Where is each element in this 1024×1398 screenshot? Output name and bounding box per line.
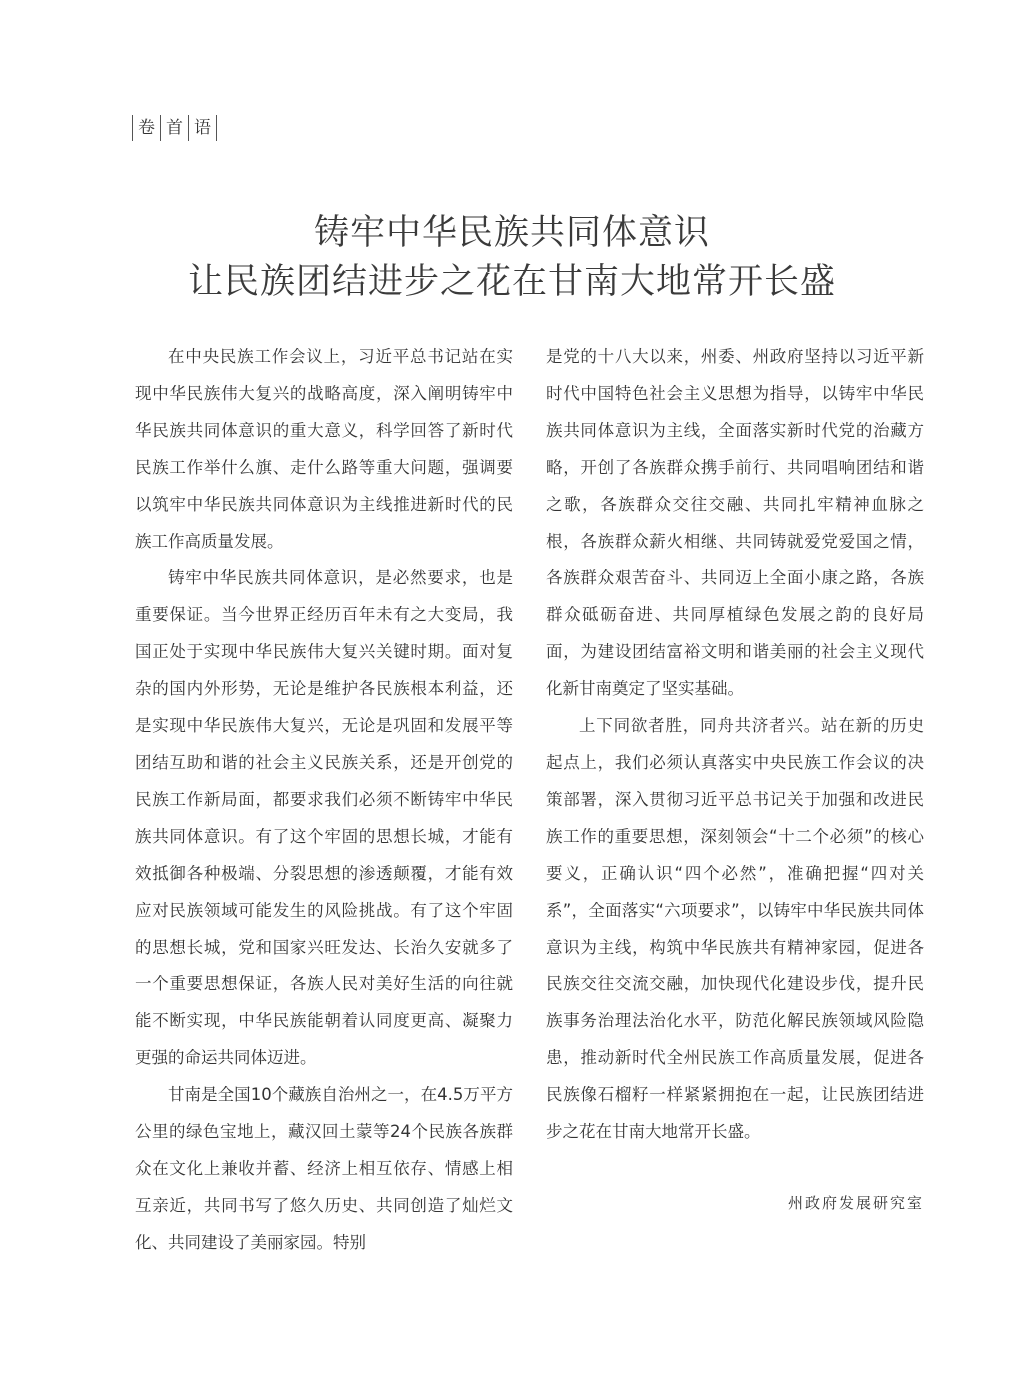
page-title-line-1: 铸牢中华民族共同体意识 (313, 213, 710, 253)
section-tag-char: 语 (194, 118, 211, 138)
paragraph: 在中央民族工作会议上，习近平总书记站在实现中华民族伟大复兴的战略高度，深入阐明铸牢中华民族共同体意识的重大意义，科学回答了新时代民族工作举什么旗、走什么路等重大问题，强调要以筑牢中华民族共同体意识为主线推进新时代的民族工作高质量发展。 (135, 347, 513, 551)
page-title-line-2: 让民族团结进步之花在甘南大地常开长盛 (187, 262, 836, 302)
section-tag-char: 卷 (138, 118, 155, 138)
body-column-left (135, 339, 513, 1262)
section-tag-char: 首 (166, 118, 183, 138)
author-signature: 州政府发展研究室 (787, 1194, 924, 1212)
paragraph: 甘南是全国10个藏族自治州之一，在4.5万平方公里的绿色宝地上，藏汉回土蒙等24个民族各族群众在文化上兼收并蓄、经济上相互依存、情感上相互亲近，共同书写了悠久历史、共同创造了灿烂文化、共同建设了美丽家园。特别 (135, 1085, 513, 1252)
section-tag (132, 113, 217, 143)
paragraph: 铸牢中华民族共同体意识，是必然要求，也是重要保证。当今世界正经历百年未有之大变局，我国正处于实现中华民族伟大复兴关键时期。面对复杂的国内外形势，无论是维护各民族根本利益，还是实现中华民族伟大复兴，无论是巩固和发展平等团结互助和谐的社会主义民族关系，还是开创党的民族工作新局面，都要求我们必须不断铸牢中华民族共同体意识。有了这个牢固的思想长城，才能有效抵御各种极端、分裂思想的渗透颠覆，才能有效应对民族领域可能发生的风险挑战。有了这个牢固的思想长城，党和国家兴旺发达、长治久安就多了一个重要思想保证，各族人民对美好生活的向往就能不断实现，中华民族能朝着认同度更高、凝聚力更强的命运共同体迈进。 (135, 568, 513, 1068)
divider (216, 115, 217, 141)
body-column-right (546, 339, 924, 1151)
paragraph: 上下同欲者胜，同舟共济者兴。站在新的历史起点上，我们必须认真落实中央民族工作会议的决策部署，深入贯彻习近平总书记关于加强和改进民族工作的重要思想，深刻领会“十二个必须”的核心要义，正确认识“四个必然”，准确把握“四对关系”，全面落实“六项要求”，以铸牢中华民族共同体意识为主线，构筑中华民族共有精神家园，促进各民族交往交流交融，加快现代化建设步伐，提升民族事务治理法治化水平，防范化解民族领域风险隐患，推动新时代全州民族工作高质量发展，促进各民族像石榴籽一样紧紧拥抱在一起，让民族团结进步之花在甘南大地常开长盛。 (546, 716, 924, 1142)
paragraph-continued: 是党的十八大以来，州委、州政府坚持以习近平新时代中国特色社会主义思想为指导，以铸牢中华民族共同体意识为主线，全面落实新时代党的治藏方略，开创了各族群众携手前行、共同唱响团结和谐之歌，各族群众交往交融、共同扎牢精神血脉之根，各族群众薪火相继、共同铸就爱党爱国之情，各族群众艰苦奋斗、共同迈上全面小康之路，各族群众砥砺奋进、共同厚植绿色发展之韵的良好局面，为建设团结富裕文明和谐美丽的社会主义现代化新甘南奠定了坚实基础。 (546, 347, 924, 699)
